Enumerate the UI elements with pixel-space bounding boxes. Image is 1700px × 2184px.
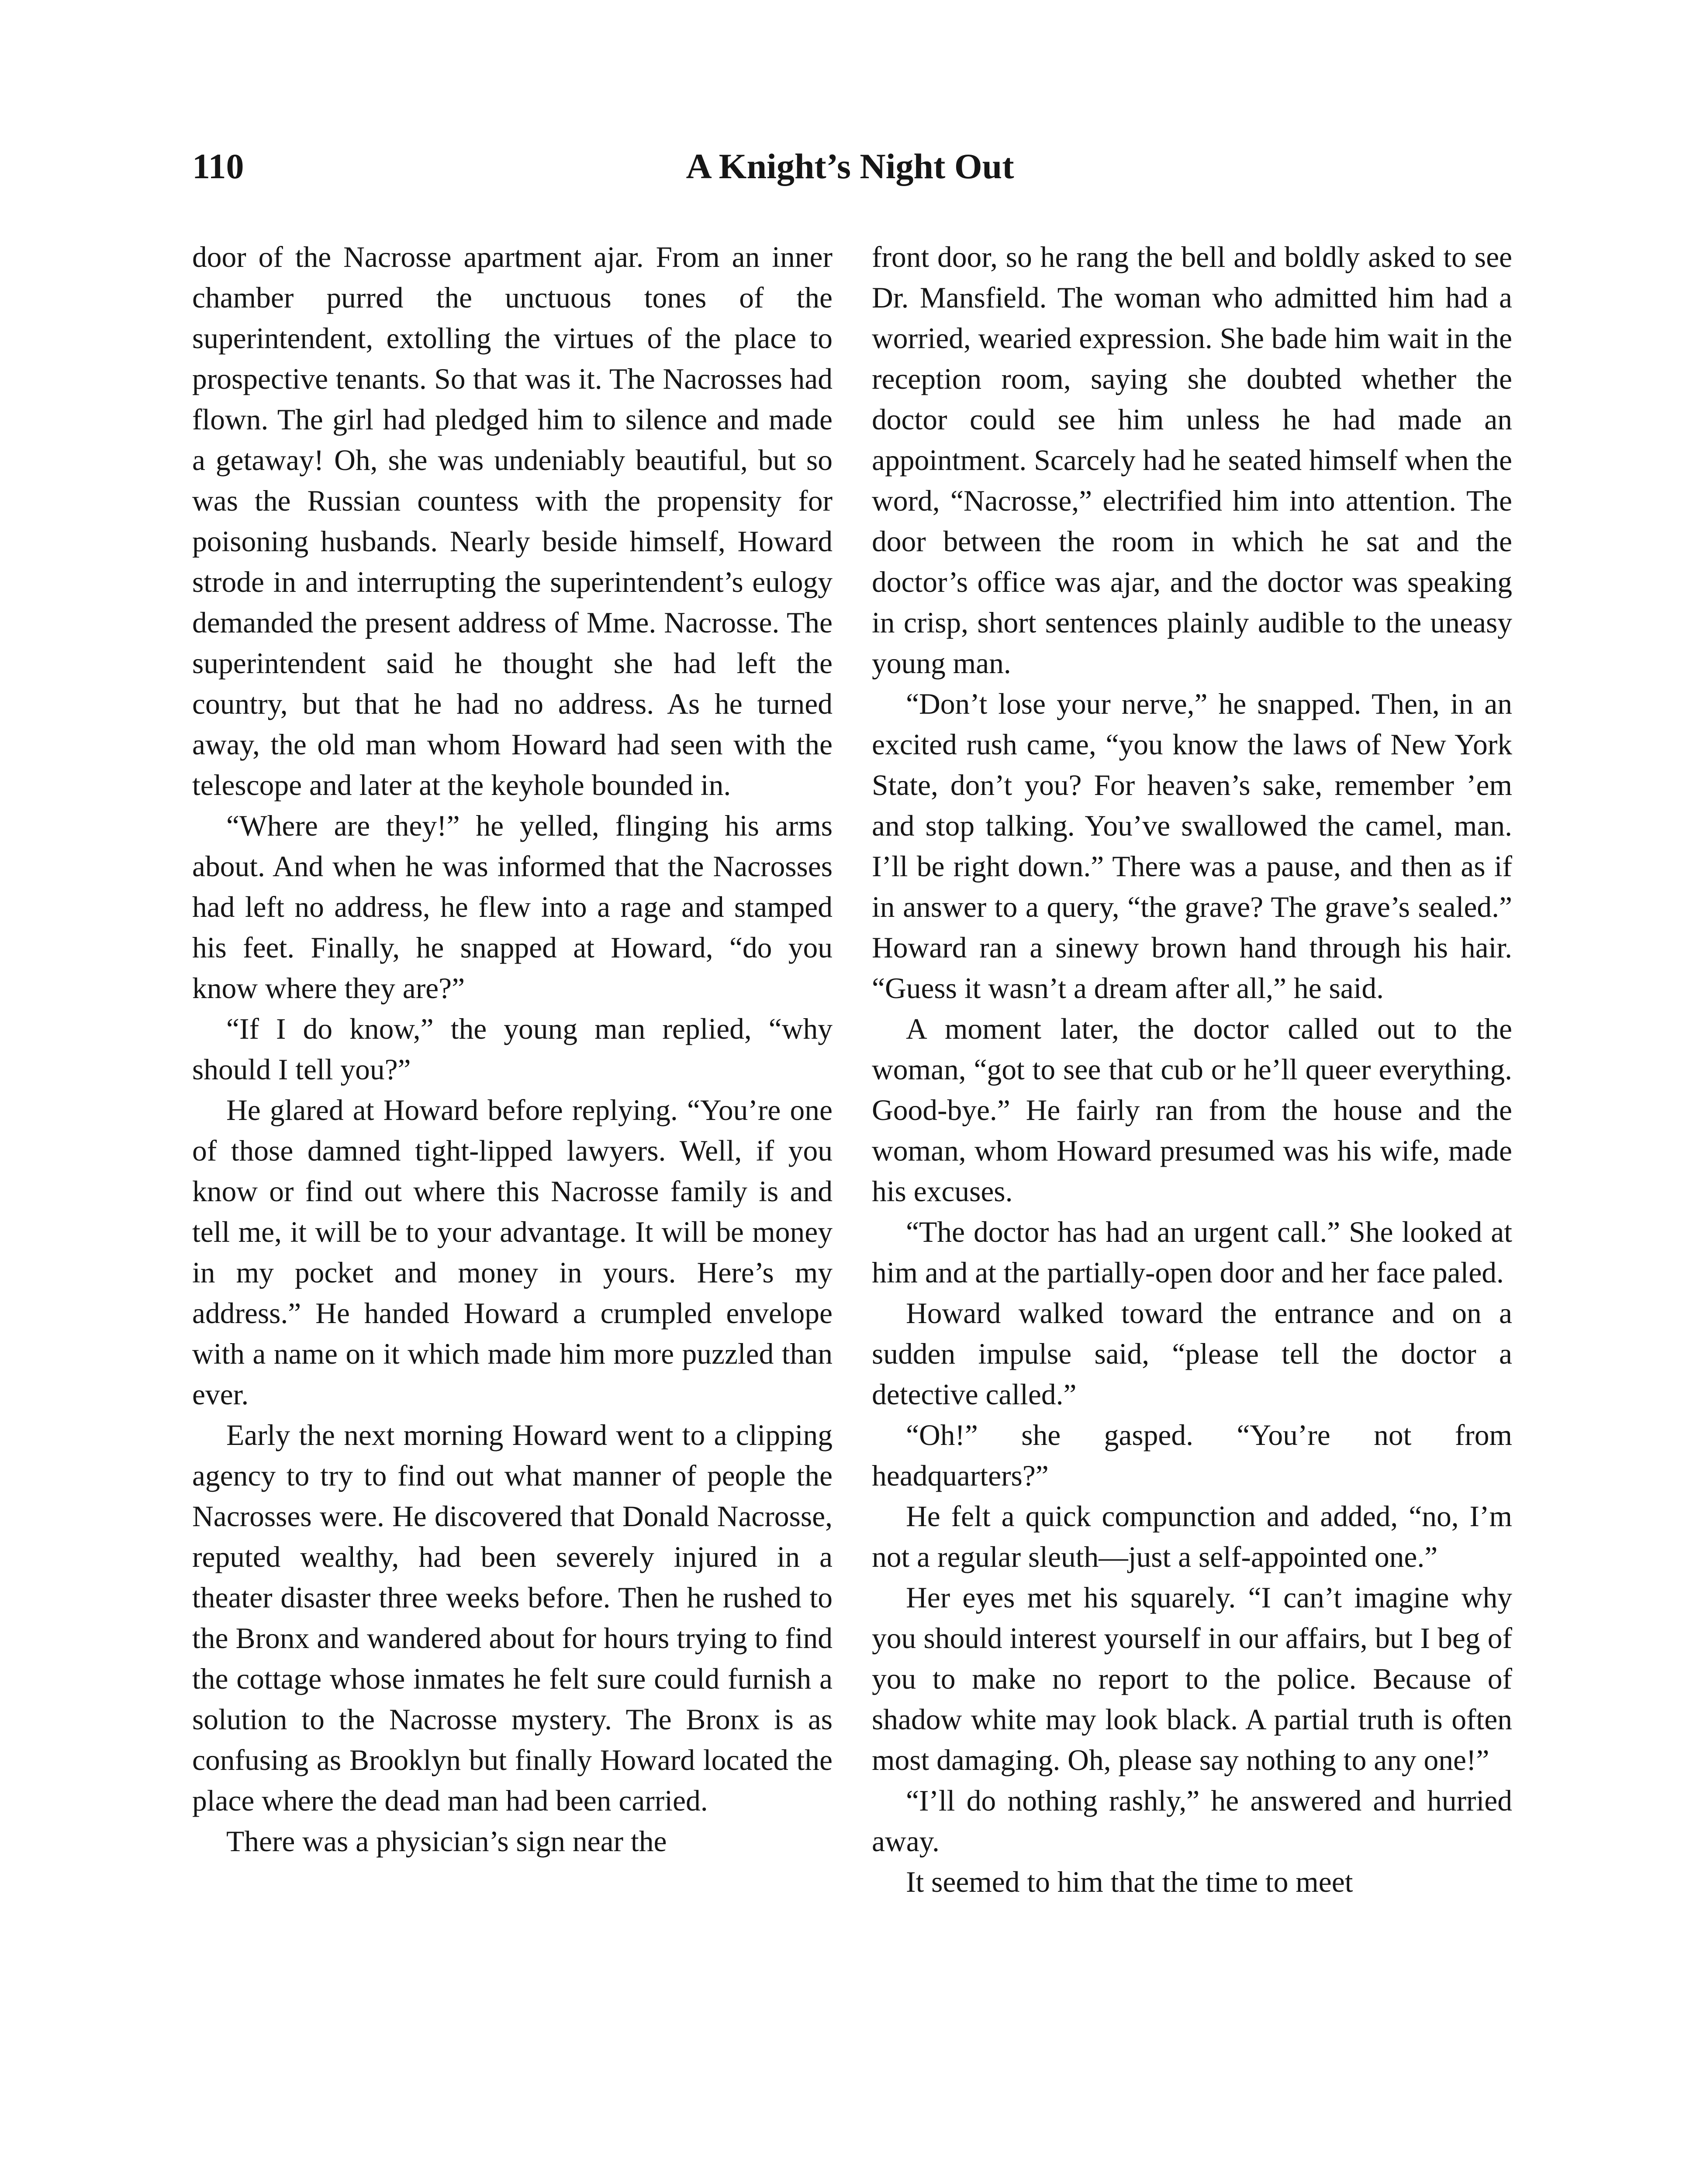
- paragraph: A moment later, the doctor called out to the woman, “got to see that cub or he’ll queer everything. Good-bye.” He fairly ran from the house and the woman, whom Howard presumed was his wife, made his excuses.: [872, 1013, 1512, 1208]
- paragraph: He felt a quick compunction and added, “no, I’m not a regular sleuth—just a self-appointed one.”: [872, 1500, 1512, 1573]
- paragraph: “Don’t lose your nerve,” he snapped. Then, in an excited rush came, “you know the laws of New York State, don’t you? For heaven’s sake, remember ’em and stop talking. You’ve swallowed the camel, man. I’ll be right down.” There was a pause, and then as if in answer to a query, “the grave? The grave’s sealed.” Howard ran a sinewy brown hand through his hair. “Guess it wasn’t a dream after all,” he said.: [872, 688, 1512, 1005]
- running-title: A Knight’s Night Out: [686, 146, 1014, 186]
- paragraph: “I’ll do nothing rashly,” he answered and hurried away.: [872, 1784, 1512, 1858]
- paragraph: He glared at Howard before replying. “You’re one of those damned tight-lipped lawyers. Well, if you know or find out where this Nacrosse family is and tell me, it will be to your advantage. It will be money in my pocket and money in yours. Here’s my address.” He handed Howard a crumpled envelope with a name on it which made him more puzzled than ever.: [192, 1094, 833, 1411]
- right-column: [872, 237, 1512, 1902]
- paragraph: It seemed to him that the time to meet: [906, 1866, 1353, 1898]
- paragraph: There was a physician’s sign near the: [226, 1825, 667, 1858]
- paragraph: “The doctor has had an urgent call.” She looked at him and at the partially-open door and her face paled.: [872, 1216, 1512, 1289]
- paragraph: “If I do know,” the young man replied, “why should I tell you?”: [192, 1013, 833, 1086]
- left-column: [192, 237, 833, 1862]
- paragraph: door of the Nacrosse apartment ajar. From an inner chamber purred the unctuous tones of the superintendent, extolling the virtues of the place to prospective tenants. So that was it. The Nacrosses had flown. The girl had pledged him to silence and made a getaway! Oh, she was undeniably beautiful, but so was the Russian countess with the propensity for poisoning husbands. Nearly beside himself, Howard strode in and interrupting the superintendent’s eulogy demanded the present address of Mme. Nacrosse. The superintendent said he thought she had left the country, but that he had no address. As he turned away, the old man whom Howard had seen with the telescope and later at the keyhole bounded in.: [192, 241, 833, 802]
- paragraph: Early the next morning Howard went to a clipping agency to try to find out what manner of people the Nacrosses were. He discovered that Donald Nacrosse, reputed wealthy, had been severely injured in a theater disaster three weeks before. Then he rushed to the Bronx and wandered about for hours trying to find the cottage whose inmates he felt sure could furnish a solution to the Nacrosse mystery. The Bronx is as confusing as Brooklyn but finally Howard located the place where the dead man had been carried.: [192, 1419, 833, 1817]
- paragraph: Howard walked toward the entrance and on a sudden impulse said, “please tell the doctor a detective called.”: [872, 1297, 1512, 1411]
- page-number: 110: [192, 146, 244, 186]
- paragraph: “Where are they!” he yelled, flinging his arms about. And when he was informed that the Nacrosses had left no address, he flew into a rage and stamped his feet. Finally, he snapped at Howard, “do you know where they are?”: [192, 809, 833, 1005]
- paragraph: front door, so he rang the bell and boldly asked to see Dr. Mansfield. The woman who admitted him had a worried, wearied expression. She bade him wait in the reception room, saying she doubted whether the doctor could see him unless he had made an appointment. Scarcely had he seated himself when the word, “Nacrosse,” electrified him into attention. The door between the room in which he sat and the doctor’s office was ajar, and the doctor was speaking in crisp, short sentences plainly audible to the uneasy young man.: [872, 241, 1512, 680]
- paragraph: Her eyes met his squarely. “I can’t imagine why you should interest yourself in our affairs, but I beg of you to make no report to the police. Because of shadow white may look black. A partial truth is often most damaging. Oh, please say nothing to any one!”: [872, 1581, 1512, 1776]
- paragraph: “Oh!” she gasped. “You’re not from headquarters?”: [872, 1419, 1512, 1492]
